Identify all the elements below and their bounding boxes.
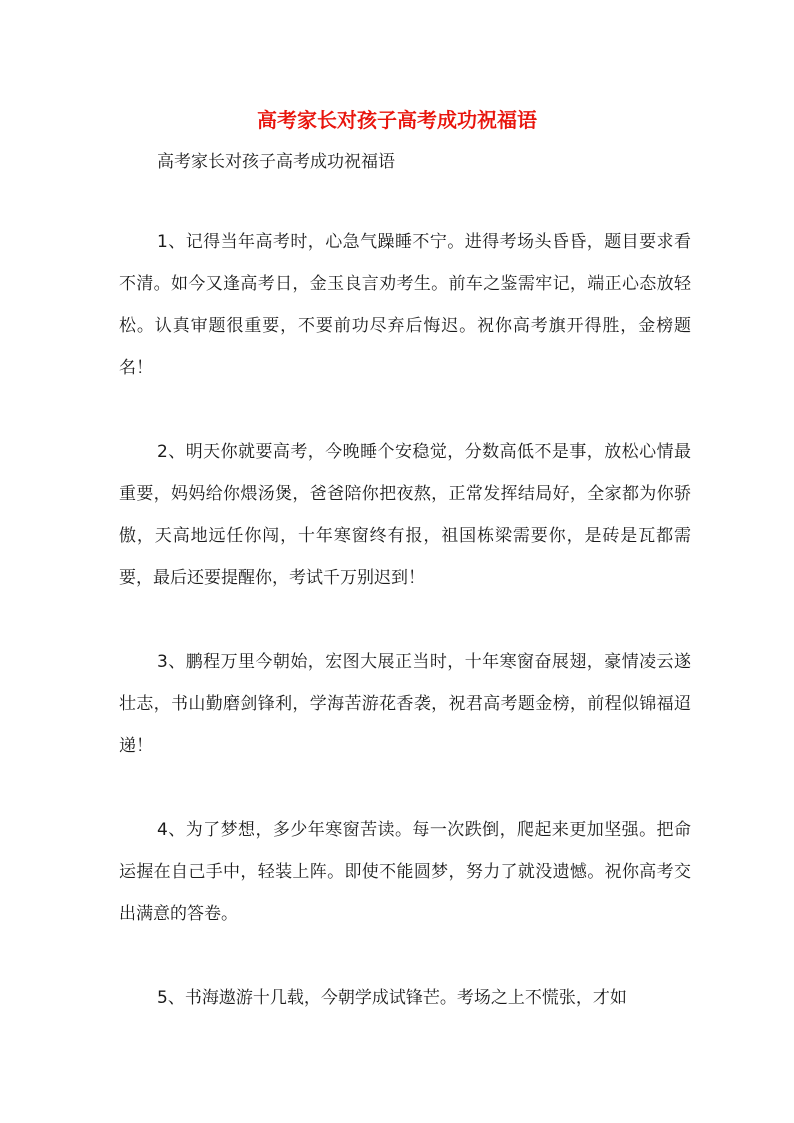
- paragraph-3: 3、鹏程万里今朝始，宏图大展正当时，十年寒窗奋展翅，豪情凌云遂壮志，书山勤磨剑锋利，学海苦游花香袭，祝君高考题金榜，前程似锦福迢递！: [119, 652, 691, 756]
- document-subtitle: 高考家长对孩子高考成功祝福语: [157, 152, 395, 172]
- document-title: 高考家长对孩子高考成功祝福语: [257, 108, 537, 132]
- paragraph-4: 4、为了梦想，多少年寒窗苦读。每一次跌倒，爬起来更加坚强。把命运握在自己手中，轻装上阵。即使不能圆梦，努力了就没遗憾。祝你高考交出满意的答卷。: [119, 820, 691, 924]
- paragraph-1: 1、记得当年高考时，心急气躁睡不宁。进得考场头昏昏，题目要求看不清。如今又逢高考日，金玉良言劝考生。前车之鉴需牢记，端正心态放轻松。认真审题很重要，不要前功尽弃后悔迟。祝你高考旗开得胜，金榜题名！: [119, 232, 691, 378]
- paragraph-2: 2、明天你就要高考，今晚睡个安稳觉，分数高低不是事，放松心情最重要，妈妈给你煨汤煲，爸爸陪你把夜熬，正常发挥结局好，全家都为你骄傲，天高地远任你闯，十年寒窗终有报，祖国栋梁需要你，是砖是瓦都需要，最后还要提醒你，考试千万别迟到！: [119, 442, 691, 588]
- paragraph-5: 5、书海遨游十几载，今朝学成试锋芒。考场之上不慌张，才如: [157, 988, 627, 1008]
